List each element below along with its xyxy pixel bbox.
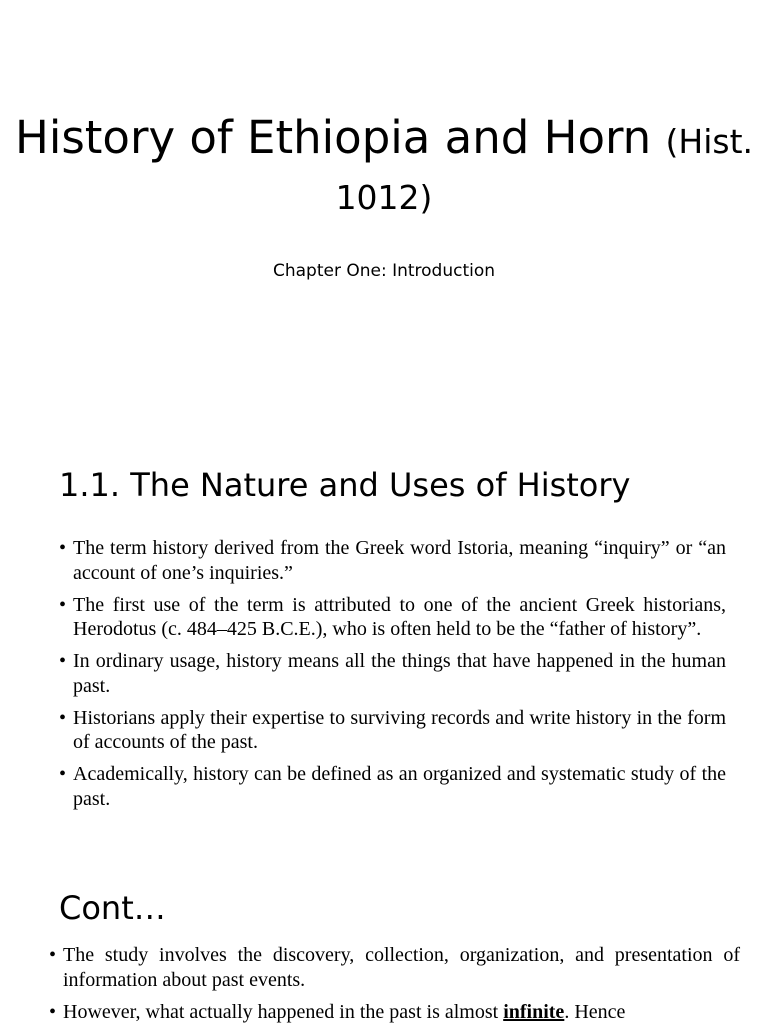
bullet-item — [49, 1000, 740, 1025]
bullet-text-after: . Hence — [564, 1000, 626, 1023]
bullet-text: Academically, history can be defined as an organized and systematic study of the past. — [73, 763, 726, 810]
title-slide — [0, 0, 768, 380]
bullet-text: The study involves the discovery, collection, organization, and presentation of information about past events. — [63, 944, 740, 991]
bullet-dot-icon: • — [49, 1000, 57, 1023]
bullet-item — [59, 649, 726, 698]
chapter-subtitle: Chapter One: Introduction — [272, 261, 496, 281]
bullet-dot-icon: • — [59, 593, 67, 616]
nature-and-uses-slide — [0, 440, 768, 860]
bullet-text-before: However, what actually happened in the past is almost — [63, 1000, 504, 1023]
presentation-title — [0, 112, 768, 224]
bullet-dot-icon: • — [49, 944, 57, 966]
course-code: (Hist. 1012) — [335, 122, 753, 217]
cont-slide — [0, 880, 768, 1024]
title-main-text: History of Ethiopia and Horn — [14, 111, 652, 164]
bullet-text: The first use of the term is attributed to one of the ancient Greek historians, Herodotus (c. 484–425 B.C.E.), who is often held to be the “father of history”. — [73, 593, 726, 640]
bullet-item — [59, 593, 726, 642]
bullet-text: Historians apply their expertise to surviving records and write history in the form of accounts of the past. — [73, 706, 726, 753]
bullet-dot-icon: • — [59, 763, 67, 785]
bullet-item — [59, 762, 726, 811]
bullet-dot-icon: • — [59, 650, 67, 672]
cont-heading: Cont… — [59, 889, 166, 927]
bullet-item — [49, 943, 740, 992]
bullet-item — [59, 706, 726, 755]
section-heading: 1.1. The Nature and Uses of History — [59, 466, 631, 504]
bullet-text: The term history derived from the Greek word Istoria, meaning “inquiry” or “an account of one’s inquiries.” — [73, 537, 726, 584]
cont-bullet-list — [49, 943, 740, 1032]
emphasis-text: infinite — [503, 1000, 565, 1023]
bullet-dot-icon: • — [59, 706, 67, 729]
bullet-text: In ordinary usage, history means all the things that have happened in the human past. — [73, 650, 726, 697]
bullet-dot-icon: • — [59, 537, 67, 559]
bullet-list — [59, 536, 726, 819]
bullet-item — [59, 536, 726, 585]
